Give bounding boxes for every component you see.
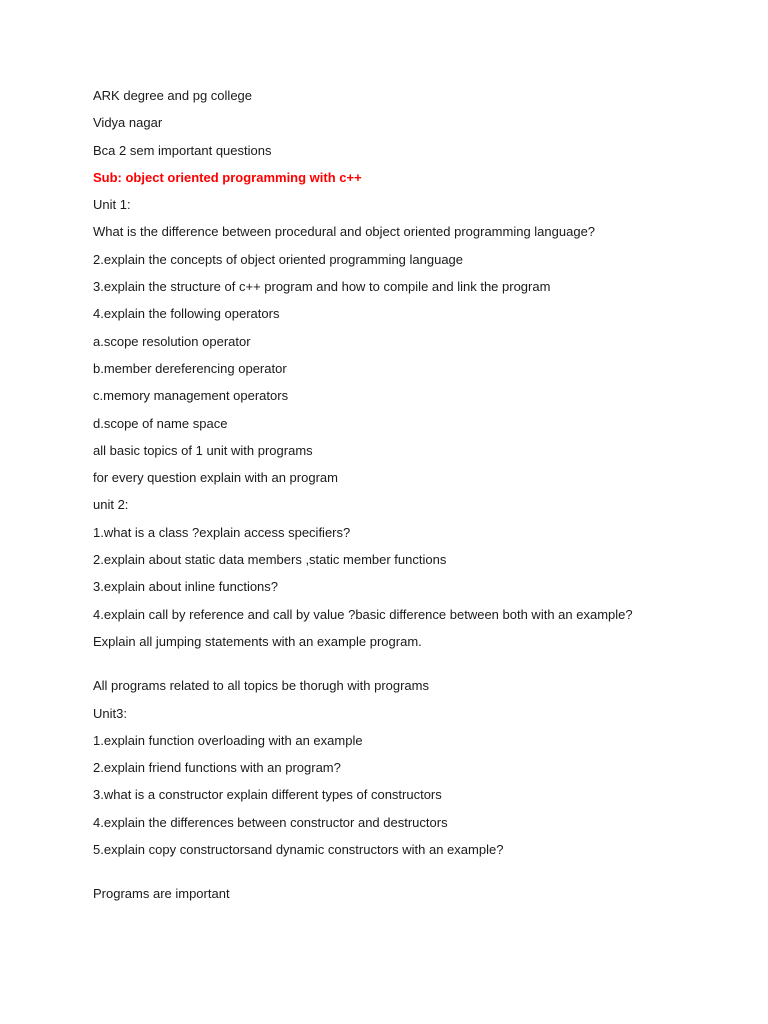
unit2-question: 3.explain about inline functions? bbox=[93, 579, 279, 595]
subject-heading: Sub: object oriented programming with c++ bbox=[93, 169, 362, 185]
unit2-question: Explain all jumping statements with an example program. bbox=[93, 633, 422, 649]
unit1-heading: Unit 1: bbox=[93, 197, 131, 213]
college-name: ARK degree and pg college bbox=[93, 88, 253, 103]
unit3-question: 1.explain function overloading with an example bbox=[93, 732, 363, 748]
unit2-note: All programs related to all topics be thorugh with programs bbox=[93, 678, 429, 694]
unit1-note: for every question explain with an program bbox=[93, 470, 338, 486]
unit1-subitem: d.scope of name space bbox=[93, 415, 228, 431]
document-title: Bca 2 sem important questions bbox=[93, 142, 272, 158]
unit3-question: 4.explain the differences between constructor and destructors bbox=[93, 814, 448, 830]
unit3-question: 3.what is a constructor explain different types of constructors bbox=[93, 787, 442, 803]
unit3-heading: Unit3: bbox=[93, 705, 127, 721]
footer-note: Programs are important bbox=[93, 886, 230, 902]
document-page bbox=[93, 86, 733, 912]
unit3-question: 2.explain friend functions with an program? bbox=[93, 760, 341, 776]
unit1-subitem: b.member dereferencing operator bbox=[93, 360, 287, 376]
blank-line bbox=[93, 867, 733, 884]
unit1-question: 2.explain the concepts of object oriented programming language bbox=[93, 251, 464, 267]
unit3-question: 5.explain copy constructorsand dynamic constructors with an example? bbox=[93, 842, 504, 858]
unit1-subitem: a.scope resolution operator bbox=[93, 333, 251, 349]
blank-line bbox=[93, 659, 733, 676]
unit2-question: 2.explain about static data members ,static member functions bbox=[93, 552, 447, 568]
unit1-subitem: c.memory management operators bbox=[93, 388, 289, 404]
unit1-question: 4.explain the following operators bbox=[93, 306, 280, 322]
unit2-question: 1.what is a class ?explain access specifiers? bbox=[93, 524, 351, 540]
college-location: Vidya nagar bbox=[93, 115, 163, 131]
unit1-note: all basic topics of 1 unit with programs bbox=[93, 442, 313, 458]
unit1-question: What is the difference between procedural and object oriented programming language? bbox=[93, 224, 596, 240]
unit1-question: 3.explain the structure of c++ program and how to compile and link the program bbox=[93, 279, 551, 295]
unit2-heading: unit 2: bbox=[93, 497, 129, 513]
unit2-question: 4.explain call by reference and call by value ?basic difference between both with an example? bbox=[93, 606, 633, 622]
